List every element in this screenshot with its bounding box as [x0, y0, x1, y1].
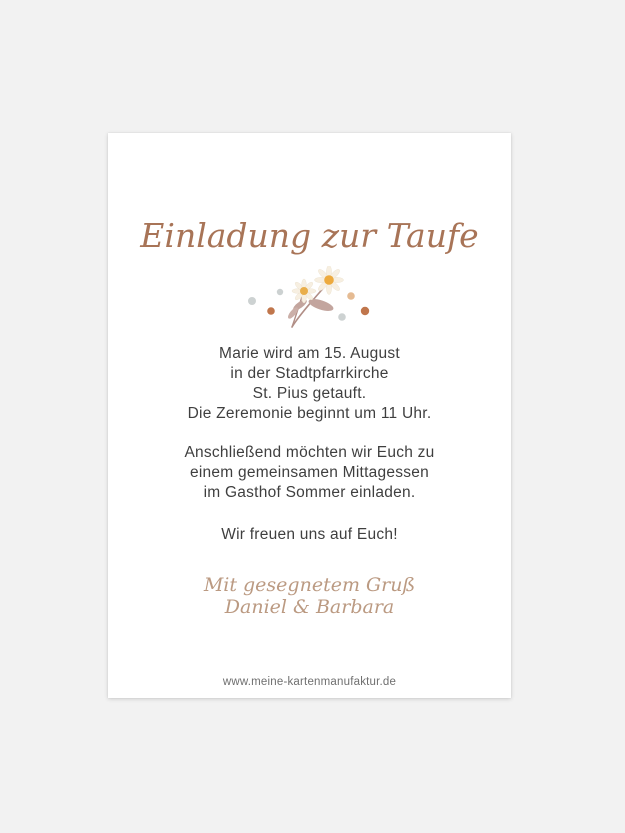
floral-decoration — [108, 266, 511, 334]
body-line: im Gasthof Sommer einladen. — [203, 484, 416, 501]
manufacturer-url: www.meine-kartenmanufaktur.de — [222, 676, 397, 688]
body-line: einem gemeinsamen Mittagessen — [189, 464, 429, 481]
daisy-branch-icon — [240, 266, 380, 334]
signature-block — [108, 574, 511, 618]
body-line: Anschließend möchten wir Euch zu — [184, 444, 435, 461]
body-line: Die Zeremonie beginnt um 11 Uhr. — [187, 405, 432, 422]
invitation-card — [108, 133, 511, 698]
signature-names: Daniel & Barbara — [224, 596, 395, 618]
body-line: Marie wird am 15. August — [219, 345, 400, 362]
reception-details — [108, 443, 511, 503]
signature-greeting: Mit gesegnetem Gruß — [203, 574, 416, 596]
body-line: St. Pius getauft. — [252, 385, 367, 402]
body-line: in der Stadtpfarrkirche — [230, 365, 389, 382]
card-title: Einladung zur Taufe — [140, 216, 479, 255]
closing-line: Wir freuen uns auf Euch! — [221, 526, 398, 543]
ceremony-details — [108, 344, 511, 424]
